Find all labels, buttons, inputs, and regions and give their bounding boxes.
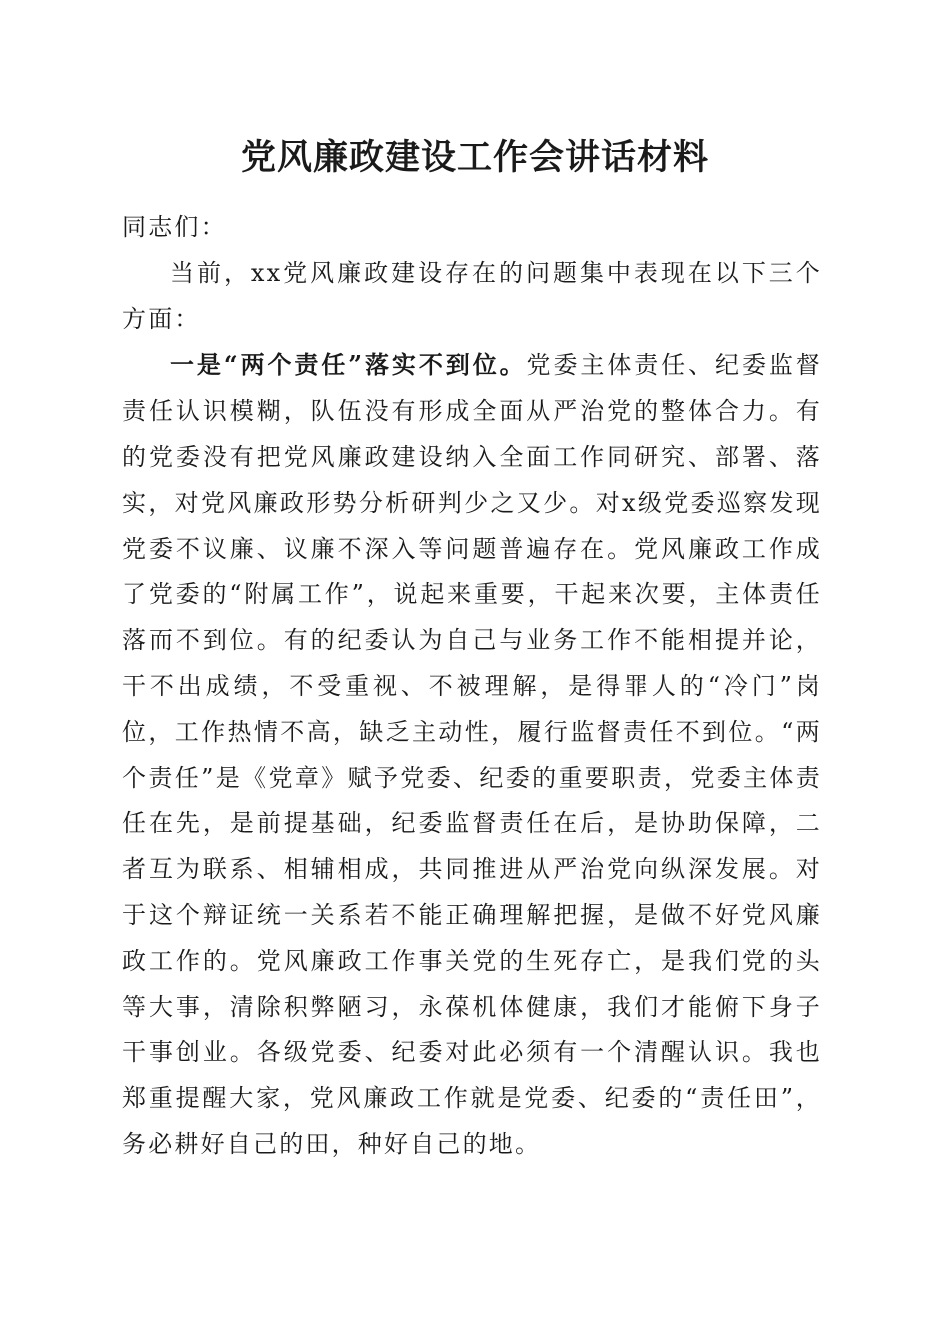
- paragraph-text: 党委主体责任、纪委监督责任认识模糊，队伍没有形成全面从严治党的整体合力。有的党委没有把党风廉政建设纳入全面工作同研究、部署、落实，对党风廉政形势分析研判少之又少。对x级党委巡察发现党委不议廉、议廉不深入等问题普遍存在。党风廉政工作成了党委的“附属工作”，说起来重要，干起来次要，主体责任落而不到位。有的纪委认为自己与业务工作不能相提并论，干不出成绩，不受重视、不被理解，是得罪人的“冷门”岗位，工作热情不高，缺乏主动性，履行监督责任不到位。“两个责任”是《党章》赋予党委、纪委的重要职责，党委主体责任在先，是前提基础，纪委监督责任在后，是协助保障，二者互为联系、相辅相成，共同推进从严治党向纵深发展。对于这个辩证统一关系若不能正确理解把握，是做不好党风廉政工作的。党风廉政工作事关党的生死存亡，是我们党的头等大事，清除积弊陋习，永葆机体健康，我们才能俯下身子干事创业。各级党委、纪委对此必须有一个清醒认识。我也郑重提醒大家，党风廉政工作就是党委、纪委的“责任田”，务必耕好自己的田，种好自己的地。: [122, 351, 822, 1158]
- paragraph-point-one: [122, 342, 822, 1167]
- salutation: 同志们：: [122, 213, 227, 241]
- document-title: 党风廉政建设工作会讲话材料: [240, 137, 709, 178]
- paragraph-lead: 一是“两个责任”落实不到位。: [170, 350, 527, 380]
- paragraph-text: 当前，xx党风廉政建设存在的问题集中表现在以下三个方面：: [122, 258, 822, 333]
- document-body: [122, 205, 822, 1168]
- paragraph-intro: [122, 251, 822, 343]
